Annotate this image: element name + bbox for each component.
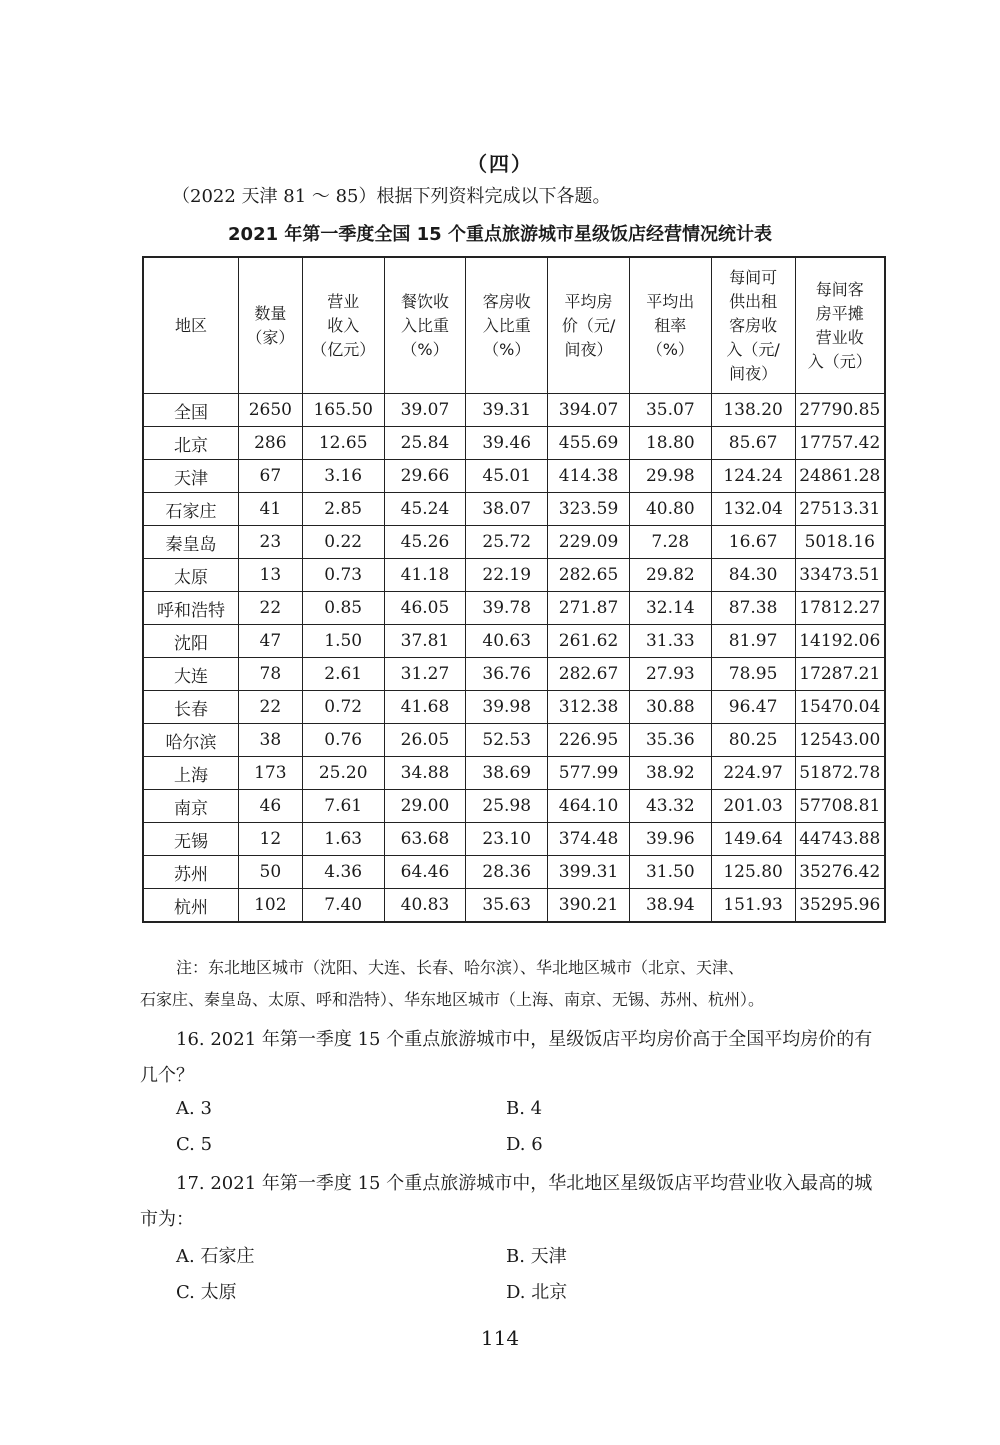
value-cell: 138.20 (711, 394, 795, 427)
value-cell: 22 (238, 592, 302, 625)
column-header-line: 营业收 (815, 327, 864, 347)
column-header-line: 供出租 (729, 291, 778, 311)
value-cell: 3.16 (302, 460, 384, 493)
q17-option-a[interactable]: A. 石家庄 (176, 1246, 255, 1267)
column-header-line: （%） (646, 339, 694, 359)
question-17-stem: 17. 2021 年第一季度 15 个重点旅游城市中，华北地区星级饭店平均营业收入最高的城市为： (140, 1173, 873, 1230)
region-cell: 南京 (143, 790, 238, 823)
value-cell: 37.81 (384, 625, 466, 658)
column-header-line: 平均房 (564, 291, 613, 311)
table-row (143, 757, 885, 790)
value-cell: 39.46 (466, 427, 548, 460)
value-cell: 39.96 (629, 823, 711, 856)
note-line-2: 石家庄、秦皇岛、太原、呼和浩特）、华东地区城市（上海、南京、无锡、苏州、杭州）。 (140, 990, 765, 1009)
column-header-line: 租率 (654, 315, 687, 335)
value-cell: 173 (238, 757, 302, 790)
value-cell: 25.72 (466, 526, 548, 559)
q16-option-d[interactable]: D. 6 (506, 1134, 543, 1155)
column-header (238, 257, 302, 394)
value-cell: 132.04 (711, 493, 795, 526)
value-cell: 51872.78 (795, 757, 885, 790)
value-cell: 24861.28 (795, 460, 885, 493)
value-cell: 63.68 (384, 823, 466, 856)
value-cell: 17287.21 (795, 658, 885, 691)
value-cell: 35295.96 (795, 889, 885, 923)
column-header-line: 入比重 (482, 315, 531, 335)
column-header-line: 地区 (174, 315, 207, 335)
value-cell: 17757.42 (795, 427, 885, 460)
value-cell: 286 (238, 427, 302, 460)
table-row (143, 394, 885, 427)
column-header-line: 入（元/ (726, 339, 780, 359)
table-note (140, 952, 890, 1016)
value-cell: 12543.00 (795, 724, 885, 757)
region-cell: 石家庄 (143, 493, 238, 526)
value-cell: 1.50 (302, 625, 384, 658)
column-header (466, 257, 548, 394)
table-row (143, 526, 885, 559)
value-cell: 52.53 (466, 724, 548, 757)
value-cell: 41 (238, 493, 302, 526)
region-cell: 沈阳 (143, 625, 238, 658)
q17-option-c[interactable]: C. 太原 (176, 1282, 237, 1303)
q16-option-a[interactable]: A. 3 (176, 1098, 212, 1119)
value-cell: 165.50 (302, 394, 384, 427)
value-cell: 15470.04 (795, 691, 885, 724)
table-row (143, 460, 885, 493)
value-cell: 0.73 (302, 559, 384, 592)
value-cell: 35.07 (629, 394, 711, 427)
intro-text: （2022 天津 81 ～ 85）根据下列资料完成以下各题。 (172, 186, 611, 207)
column-header-line: 每间客 (815, 279, 864, 299)
value-cell: 124.24 (711, 460, 795, 493)
value-cell: 44743.88 (795, 823, 885, 856)
value-cell: 78 (238, 658, 302, 691)
region-cell: 长春 (143, 691, 238, 724)
column-header-line: 客房收 (482, 291, 531, 311)
value-cell: 390.21 (548, 889, 630, 923)
value-cell: 4.36 (302, 856, 384, 889)
value-cell: 226.95 (548, 724, 630, 757)
value-cell: 39.31 (466, 394, 548, 427)
value-cell: 43.32 (629, 790, 711, 823)
section-title: （四） (467, 152, 533, 176)
value-cell: 29.00 (384, 790, 466, 823)
column-header-line: 每间可 (729, 267, 778, 287)
value-cell: 17812.27 (795, 592, 885, 625)
column-header-line: 收入 (327, 315, 360, 335)
value-cell: 102 (238, 889, 302, 923)
value-cell: 85.67 (711, 427, 795, 460)
region-cell: 秦皇岛 (143, 526, 238, 559)
table-row (143, 823, 885, 856)
value-cell: 374.48 (548, 823, 630, 856)
table-row (143, 625, 885, 658)
value-cell: 323.59 (548, 493, 630, 526)
value-cell: 25.98 (466, 790, 548, 823)
column-header-line: 客房收 (729, 315, 778, 335)
value-cell: 27790.85 (795, 394, 885, 427)
value-cell: 28.36 (466, 856, 548, 889)
value-cell: 27513.31 (795, 493, 885, 526)
value-cell: 13 (238, 559, 302, 592)
value-cell: 46.05 (384, 592, 466, 625)
value-cell: 282.67 (548, 658, 630, 691)
value-cell: 38.07 (466, 493, 548, 526)
value-cell: 45.24 (384, 493, 466, 526)
table-row (143, 856, 885, 889)
value-cell: 38.92 (629, 757, 711, 790)
note-line-1: 注：东北地区城市（沈阳、大连、长春、哈尔滨）、华北地区城市（北京、天津、 (176, 958, 745, 977)
q16-option-b[interactable]: B. 4 (506, 1098, 543, 1119)
region-cell: 苏州 (143, 856, 238, 889)
value-cell: 80.25 (711, 724, 795, 757)
table-body (143, 394, 885, 923)
value-cell: 7.40 (302, 889, 384, 923)
value-cell: 35.36 (629, 724, 711, 757)
value-cell: 40.83 (384, 889, 466, 923)
table-row (143, 724, 885, 757)
value-cell: 16.67 (711, 526, 795, 559)
column-header (143, 257, 238, 394)
value-cell: 23 (238, 526, 302, 559)
table-row (143, 559, 885, 592)
value-cell: 22.19 (466, 559, 548, 592)
value-cell: 2.85 (302, 493, 384, 526)
value-cell: 5018.16 (795, 526, 885, 559)
value-cell: 399.31 (548, 856, 630, 889)
column-header (548, 257, 630, 394)
q17-option-b[interactable]: B. 天津 (506, 1246, 567, 1267)
table-header-row (143, 257, 885, 394)
value-cell: 35.63 (466, 889, 548, 923)
value-cell: 201.03 (711, 790, 795, 823)
value-cell: 7.61 (302, 790, 384, 823)
column-header-line: 平均出 (646, 291, 695, 311)
value-cell: 32.14 (629, 592, 711, 625)
value-cell: 414.38 (548, 460, 630, 493)
value-cell: 26.05 (384, 724, 466, 757)
value-cell: 87.38 (711, 592, 795, 625)
table-row (143, 889, 885, 923)
value-cell: 64.46 (384, 856, 466, 889)
column-header-line: 入（元） (807, 351, 872, 371)
column-header (384, 257, 466, 394)
value-cell: 27.93 (629, 658, 711, 691)
column-header-line: 房平摊 (815, 303, 864, 323)
column-header-line: 间夜） (729, 363, 778, 383)
table-row (143, 658, 885, 691)
table-row (143, 592, 885, 625)
column-header-line: （家） (246, 327, 295, 347)
question-16-stem: 16. 2021 年第一季度 15 个重点旅游城市中，星级饭店平均房价高于全国平均房价的有几个？ (140, 1029, 873, 1086)
value-cell: 40.63 (466, 625, 548, 658)
value-cell: 31.33 (629, 625, 711, 658)
value-cell: 50 (238, 856, 302, 889)
value-cell: 18.80 (629, 427, 711, 460)
table-row (143, 493, 885, 526)
value-cell: 1.63 (302, 823, 384, 856)
value-cell: 29.82 (629, 559, 711, 592)
value-cell: 282.65 (548, 559, 630, 592)
region-cell: 杭州 (143, 889, 238, 923)
region-cell: 全国 (143, 394, 238, 427)
value-cell: 81.97 (711, 625, 795, 658)
value-cell: 394.07 (548, 394, 630, 427)
value-cell: 45.01 (466, 460, 548, 493)
region-cell: 无锡 (143, 823, 238, 856)
value-cell: 29.98 (629, 460, 711, 493)
region-cell: 北京 (143, 427, 238, 460)
column-header-line: 餐饮收 (400, 291, 449, 311)
table-row (143, 691, 885, 724)
value-cell: 38.69 (466, 757, 548, 790)
value-cell: 455.69 (548, 427, 630, 460)
value-cell: 31.27 (384, 658, 466, 691)
value-cell: 38 (238, 724, 302, 757)
region-cell: 太原 (143, 559, 238, 592)
region-cell: 哈尔滨 (143, 724, 238, 757)
column-header-line: 入比重 (400, 315, 449, 335)
value-cell: 14192.06 (795, 625, 885, 658)
value-cell: 40.80 (629, 493, 711, 526)
value-cell: 0.22 (302, 526, 384, 559)
value-cell: 78.95 (711, 658, 795, 691)
value-cell: 46 (238, 790, 302, 823)
value-cell: 39.78 (466, 592, 548, 625)
value-cell: 22 (238, 691, 302, 724)
value-cell: 41.18 (384, 559, 466, 592)
q16-option-c[interactable]: C. 5 (176, 1134, 213, 1155)
page-number: 114 (480, 1326, 520, 1350)
region-cell: 天津 (143, 460, 238, 493)
value-cell: 41.68 (384, 691, 466, 724)
value-cell: 45.26 (384, 526, 466, 559)
value-cell: 12 (238, 823, 302, 856)
column-header-line: 价（元/ (561, 315, 616, 335)
value-cell: 224.97 (711, 757, 795, 790)
value-cell: 577.99 (548, 757, 630, 790)
value-cell: 35276.42 (795, 856, 885, 889)
value-cell: 25.20 (302, 757, 384, 790)
column-header-line: 数量 (254, 303, 287, 323)
value-cell: 312.38 (548, 691, 630, 724)
value-cell: 7.28 (629, 526, 711, 559)
value-cell: 47 (238, 625, 302, 658)
value-cell: 67 (238, 460, 302, 493)
value-cell: 464.10 (548, 790, 630, 823)
table-title: 2021 年第一季度全国 15 个重点旅游城市星级饭店经营情况统计表 (228, 224, 772, 245)
value-cell: 36.76 (466, 658, 548, 691)
value-cell: 2.61 (302, 658, 384, 691)
value-cell: 30.88 (629, 691, 711, 724)
value-cell: 33473.51 (795, 559, 885, 592)
value-cell: 271.87 (548, 592, 630, 625)
region-cell: 大连 (143, 658, 238, 691)
statistics-table (142, 256, 886, 923)
value-cell: 96.47 (711, 691, 795, 724)
value-cell: 125.80 (711, 856, 795, 889)
column-header-line: （%） (483, 339, 531, 359)
question-17 (140, 1166, 888, 1238)
value-cell: 12.65 (302, 427, 384, 460)
value-cell: 151.93 (711, 889, 795, 923)
region-cell: 上海 (143, 757, 238, 790)
value-cell: 57708.81 (795, 790, 885, 823)
value-cell: 31.50 (629, 856, 711, 889)
value-cell: 2650 (238, 394, 302, 427)
question-16 (140, 1022, 888, 1094)
table-row (143, 790, 885, 823)
column-header (711, 257, 795, 394)
column-header (302, 257, 384, 394)
table-row (143, 427, 885, 460)
value-cell: 39.98 (466, 691, 548, 724)
q17-option-d[interactable]: D. 北京 (506, 1282, 568, 1303)
value-cell: 149.64 (711, 823, 795, 856)
column-header-line: 营业 (327, 291, 360, 311)
value-cell: 261.62 (548, 625, 630, 658)
column-header (629, 257, 711, 394)
column-header-line: （亿元） (311, 339, 376, 359)
column-header-line: 间夜） (564, 339, 613, 359)
column-header (795, 257, 885, 394)
value-cell: 0.85 (302, 592, 384, 625)
value-cell: 229.09 (548, 526, 630, 559)
value-cell: 23.10 (466, 823, 548, 856)
region-cell: 呼和浩特 (143, 592, 238, 625)
value-cell: 38.94 (629, 889, 711, 923)
value-cell: 39.07 (384, 394, 466, 427)
value-cell: 34.88 (384, 757, 466, 790)
value-cell: 0.72 (302, 691, 384, 724)
value-cell: 84.30 (711, 559, 795, 592)
value-cell: 0.76 (302, 724, 384, 757)
value-cell: 29.66 (384, 460, 466, 493)
value-cell: 25.84 (384, 427, 466, 460)
column-header-line: （%） (401, 339, 449, 359)
